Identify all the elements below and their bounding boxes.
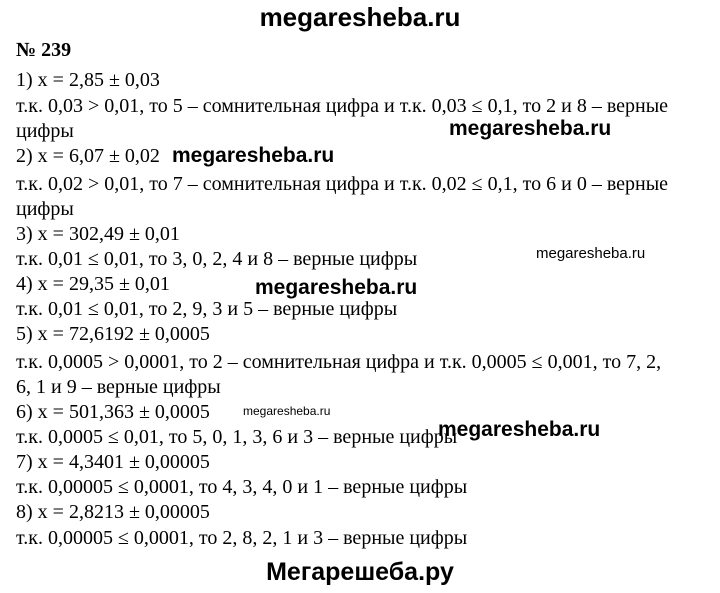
solution-line-3: цифры [16,120,74,142]
solution-line-12: т.к. 0,0005 > 0,0001, то 2 – сомнительная цифра и т.к. 0,0005 ≤ 0,001, то 7, 2, [16,351,662,373]
watermark-bottom: Мегарешеба.ру [266,558,454,586]
watermark-overlay-6: megaresheba.ru [438,418,601,441]
solution-line-19: т.к. 0,00005 ≤ 0,0001, то 2, 8, 2, 1 и 3 – верные цифры [16,527,468,549]
solution-line-8: т.к. 0,01 ≤ 0,01, то 3, 0, 2, 4 и 8 – верные цифры [16,248,418,270]
solution-line-11: 5) x = 72,6192 ± 0,0005 [16,323,210,345]
solution-line-6: цифры [16,198,74,220]
solution-line-15: т.к. 0,0005 ≤ 0,01, то 5, 0, 1, 3, 6 и 3 – верные цифры [16,426,458,448]
solution-line-5: т.к. 0,02 > 0,01, то 7 – сомнительная цифра и т.к. 0,02 ≤ 0,1, то 6 и 0 – верные [16,173,669,195]
solution-line-18: 8) x = 2,8213 ± 0,00005 [16,501,210,523]
task-number: № 239 [16,39,72,61]
watermark-overlay-1: megaresheba.ru [449,117,612,140]
solution-line-13: 6, 1 и 9 – верные цифры [16,376,221,398]
solution-line-14: 6) x = 501,363 ± 0,0005 [16,401,210,423]
solution-line-7: 3) x = 302,49 ± 0,01 [16,223,180,245]
solution-line-17: т.к. 0,00005 ≤ 0,0001, то 4, 3, 4, 0 и 1 – верные цифры [16,476,468,498]
solution-line-10: т.к. 0,01 ≤ 0,01, то 2, 9, 3 и 5 – верные цифры [16,298,398,320]
watermark-overlay-4: megaresheba.ru [255,276,418,299]
solution-line-9: 4) x = 29,35 ± 0,01 [16,273,170,295]
watermark-overlay-3: megaresheba.ru [536,245,646,262]
solution-line-1: 1) x = 2,85 ± 0,03 [16,69,160,91]
solution-line-4: 2) x = 6,07 ± 0,02 [16,145,160,167]
solution-line-16: 7) x = 4,3401 ± 0,00005 [16,451,210,473]
watermark-overlay-5: megaresheba.ru [243,404,331,418]
watermark-overlay-2: megaresheba.ru [172,144,335,167]
watermark-top: megaresheba.ru [259,2,461,32]
solution-line-2: т.к. 0,03 > 0,01, то 5 – сомнительная цифра и т.к. 0,03 ≤ 0,1, то 2 и 8 – верные [16,95,669,117]
